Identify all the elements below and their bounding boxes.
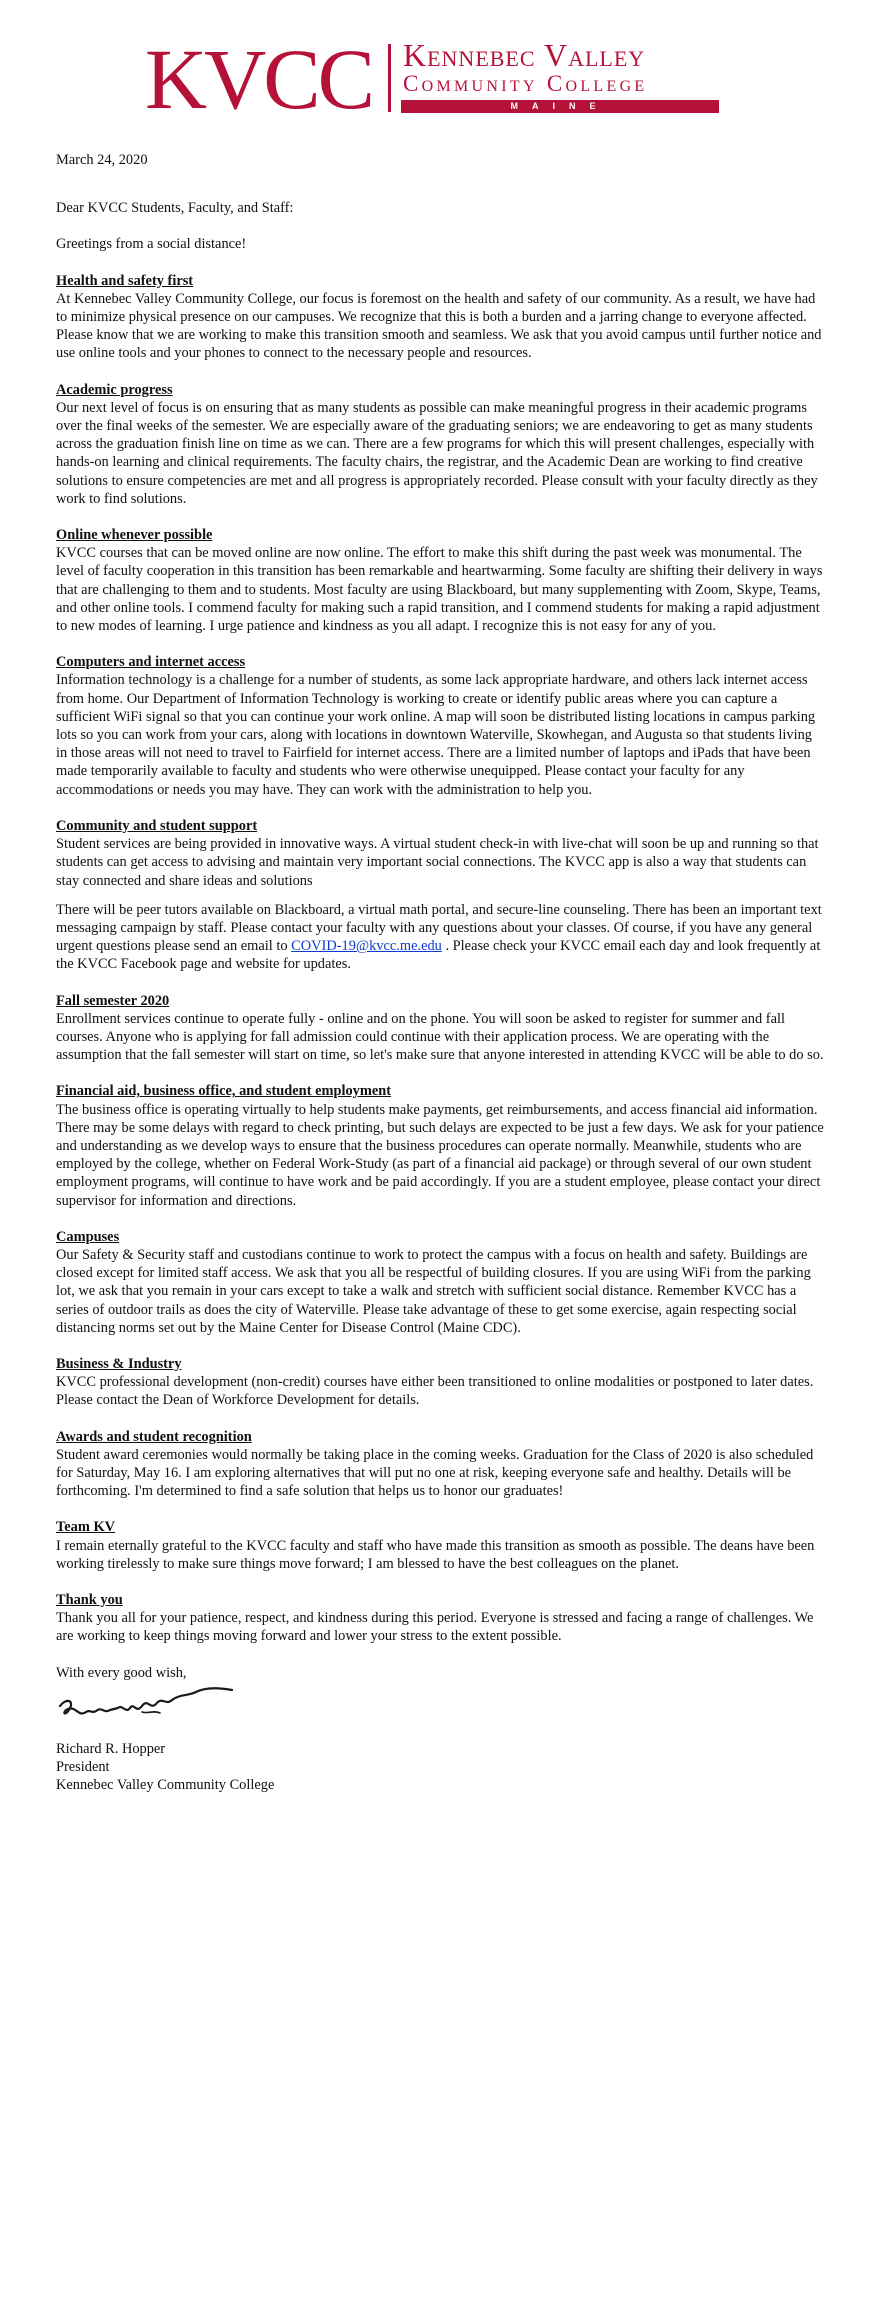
covid-email-link[interactable]: COVID-19@kvcc.me.edu <box>291 938 442 955</box>
handwritten-signature <box>56 1684 236 1734</box>
state-band: MAINE <box>401 100 719 113</box>
letter-body <box>56 151 826 1794</box>
section-heading: Awards and student recognition <box>56 1428 252 1445</box>
section-text: Our next level of focus is on ensuring that as many students as possible can make meaningful progress in their academic programs over the final weeks of the semester. We are especially aware of the graduating seniors; we are endeavoring to get as many students across the graduation finish line on time as we can. There are a few programs for which this will present challenges, especially with hands-on learning and clinical requirements. The faculty chairs, the registrar, and the Academic Dean are working to find creative solutions to ensure competencies are met and all progress is appropriately recorded. Please consult with your faculty directly as they work to find solutions. <box>56 399 818 507</box>
section-online <box>56 526 826 635</box>
section-heading: Online whenever possible <box>56 527 213 544</box>
college-name-line2: Community College <box>403 71 648 96</box>
greeting: Greetings from a social distance! <box>56 236 247 253</box>
section-text: Student award ceremonies would normally be taking place in the coming weeks. Graduation for the Class of 2020 is also scheduled for Saturday, May 16. I am exploring alternatives that will put no one at risk, keeping everyone safe and healthy. Details will be forthcoming. I'm determined to find a safe solution that helps us to honor our graduates! <box>56 1446 814 1500</box>
section-heading: Health and safety first <box>56 272 194 289</box>
signer-name: Richard R. Hopper <box>56 1740 166 1757</box>
section-health <box>56 272 826 363</box>
college-letterhead <box>145 31 715 127</box>
section-text: Thank you all for your patience, respect, and kindness during this period. Everyone is stressed and facing a range of challenges. We are working to keep things moving forward and lower your stress to the extent possible. <box>56 1610 814 1645</box>
section-text: At Kennebec Valley Community College, our focus is foremost on the health and safety of our community. As a result, we have had to minimize physical presence on our campuses. We recognize that this is both a burden and a jarring change to everyone affected. Please know that we are working to make this transition smooth and seamless. We ask that you avoid campus until further notice and use online tools and your phones to connect to the necessary people and resources. <box>56 290 822 362</box>
section-heading: Business & Industry <box>56 1355 182 1372</box>
kvcc-logo: KVCC <box>145 31 372 127</box>
section-text: KVCC courses that can be moved online are now online. The effort to make this shift during the past week was monumental. The level of faculty cooperation in this transition has been remarkable and heartwarming. Some faculty are shifting their delivery in ways that are challenging to them and to students. Most faculty are using Blackboard, but many supplementing with Zoom, Skype, Teams, and other online tools. I commend faculty for making such a rapid transition, and I commend students for making a rapid adjustment to new modes of learning. I urge patience and kindness as you all adapt. I recognize this is not easy for any of you. <box>56 545 823 635</box>
section-academic <box>56 381 826 508</box>
section-text-continued <box>56 901 826 974</box>
section-text: Information technology is a challenge for a number of students, as some lack appropriate hardware, and others lack internet access from home. Our Department of Information Technology is working to create or identify public areas where you can capture a sufficient WiFi signal so that you can continue your work online. A map will soon be distributed listing locations in campus parking lots so you can work from your cars, along with locations in downtown Waterville, Skowhegan, and Augusta so that students living in those areas will not need to travel to Fairfield for internet access. There are a limited number of laptops and iPads that have been made temporarily available to faculty and students who were otherwise unequipped. Please contact your faculty for any accommodations or needs you may have. They can work with the administration to help you. <box>56 672 816 798</box>
section-fall <box>56 992 826 1065</box>
section-text: The business office is operating virtually to help students make payments, get reimbursements, and access financial aid information. There may be some delays with regard to check printing, but such delays are expected to be just a few days. We ask for your patience and understanding as we develop ways to ensure that the business procedures can operate normally. Meanwhile, students who are employed by the college, whether on Federal Work-Study (as part of a financial aid package) or through several of our own student employment programs, will continue to have work and be paid accordingly. If you are a student employee, please contact your direct supervisor for information and directions. <box>56 1101 824 1209</box>
section-heading: Campuses <box>56 1228 120 1245</box>
section-text: Enrollment services continue to operate fully - online and on the phone. You will soon be asked to register for summer and fall courses. Anyone who is applying for fall admission could continue with their application process. We are operating with the assumption that the fall semester will start on time, so let's make sure that anyone interested in attending KVCC will be able to do so. <box>56 1010 824 1064</box>
signer-title: President <box>56 1759 110 1776</box>
logo-divider <box>388 44 391 112</box>
section-team <box>56 1518 826 1573</box>
section-text: KVCC professional development (non-credit) courses have either been transitioned to online modalities or postponed to later dates. Please contact the Dean of Workforce Development for details. <box>56 1374 814 1409</box>
section-computers <box>56 653 826 799</box>
college-name-line1: Kennebec Valley <box>403 37 646 73</box>
section-heading: Team KV <box>56 1519 116 1536</box>
section-business <box>56 1355 826 1410</box>
section-heading: Academic progress <box>56 381 173 398</box>
section-text: Student services are being provided in innovative ways. A virtual student check-in with live-chat will soon be up and running so that students can get access to advising and maintain very important social connections. The KVCC app is also a way that students can stay connected and share ideas and solutions <box>56 836 819 889</box>
section-community <box>56 817 826 974</box>
section-text: I remain eternally grateful to the KVCC faculty and staff who have made this transition as smooth as possible. The deans have been working tirelessly to make sure things move forward; I am blessed to have the best colleagues on the planet. <box>56 1537 815 1572</box>
section-financial <box>56 1082 826 1209</box>
section-awards <box>56 1428 826 1501</box>
section-heading: Financial aid, business office, and student employment <box>56 1083 392 1100</box>
signer-institution: Kennebec Valley Community College <box>56 1777 275 1794</box>
section-thanks <box>56 1591 826 1646</box>
section-heading: Computers and internet access <box>56 654 246 671</box>
letter-date: March 24, 2020 <box>56 152 148 168</box>
section-heading: Thank you <box>56 1592 123 1608</box>
section-text: Our Safety & Security staff and custodians continue to work to protect the campus with a focus on health and safety. Buildings are closed except for limited staff access. We ask that you all be respectful of building closures. If you are using WiFi from the parking lot, we ask that you remain in your cars except to take a walk and stretch with sufficient social distance. Remember KVCC has a series of outdoor trails as does the city of Waterville. Please take advantage of these to get some exercise, again respecting social distancing norms set out by the Maine Center for Disease Control (Maine CDC). <box>56 1246 811 1336</box>
text-before-email: There will be peer tutors available on Blackboard, a virtual math portal, and secure-line counseling. There has been an important text messaging campaign by staff. Please contact your faculty with any questions about your classes. Of course, if you have any general urgent questions please send an email to <box>56 901 822 955</box>
section-heading: Community and student support <box>56 817 258 834</box>
text-after-email: . Please check your KVCC email each day and look frequently at the KVCC Facebook page and website for updates. <box>56 938 821 973</box>
salutation: Dear KVCC Students, Faculty, and Staff: <box>56 200 294 217</box>
closing-line: With every good wish, <box>56 1664 187 1681</box>
section-heading: Fall semester 2020 <box>56 992 170 1009</box>
section-campuses <box>56 1228 826 1337</box>
